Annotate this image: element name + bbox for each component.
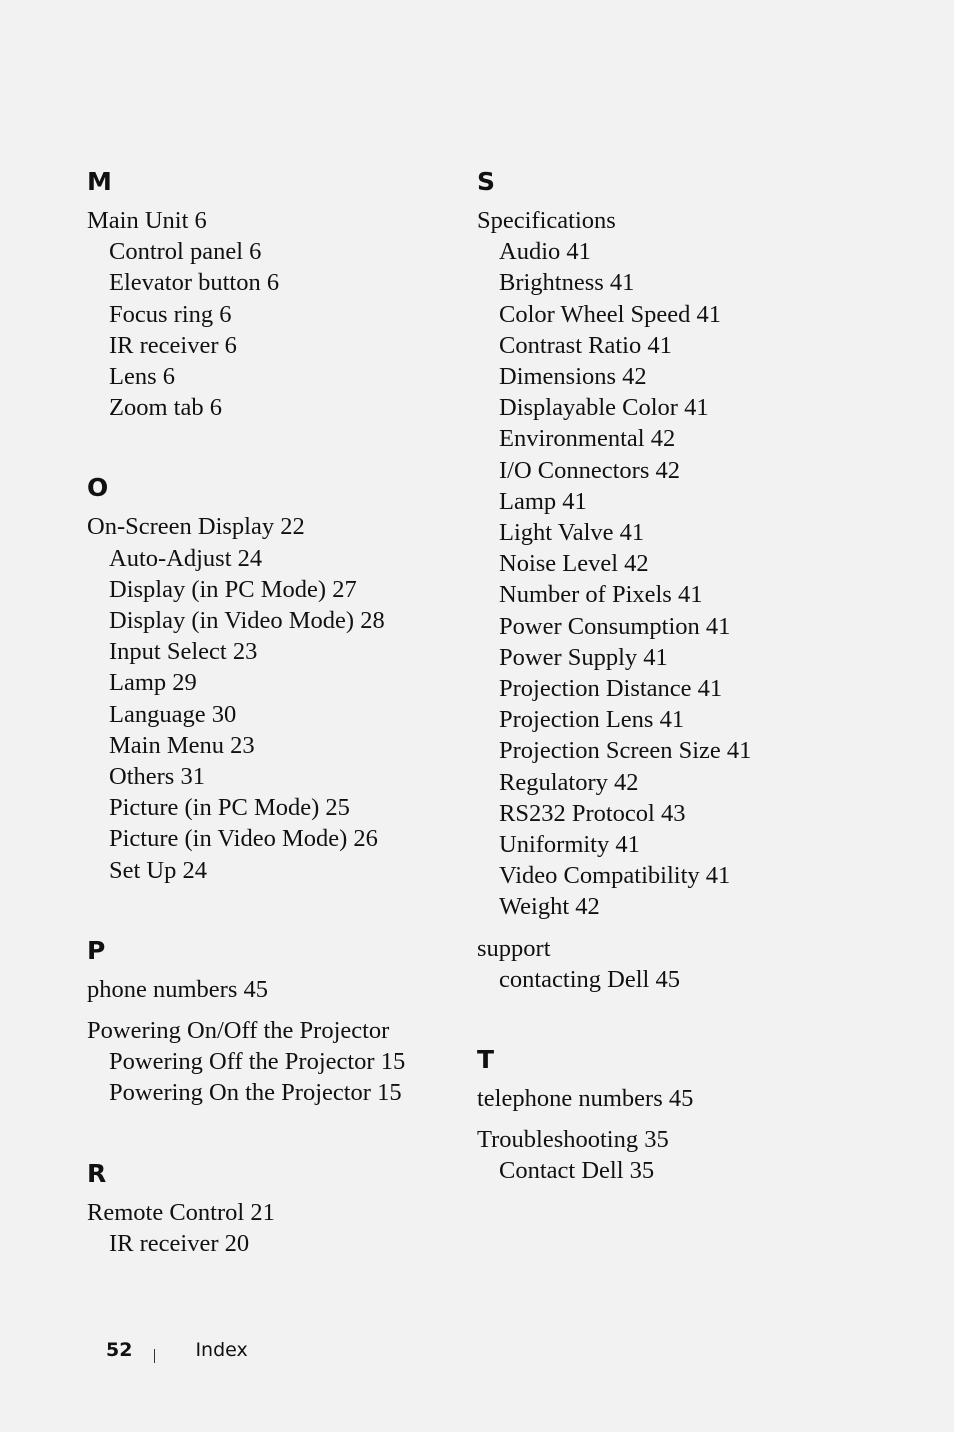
page-number: 52 bbox=[106, 1339, 133, 1361]
index-subentry: Color Wheel Speed 41 bbox=[499, 300, 722, 328]
index-entry: Powering On/Off the Projector bbox=[87, 1017, 390, 1045]
index-column-left bbox=[87, 163, 447, 1259]
index-entry: phone numbers 45 bbox=[87, 975, 268, 1003]
index-subentry: Lamp 29 bbox=[109, 669, 197, 697]
index-subentry: Picture (in PC Mode) 25 bbox=[109, 794, 350, 822]
index-entry: Troubleshooting 35 bbox=[477, 1126, 669, 1154]
index-subentry: Main Menu 23 bbox=[109, 731, 255, 759]
section-letter: S bbox=[477, 167, 496, 196]
index-entry: support bbox=[477, 934, 551, 962]
index-subentry: IR receiver 6 bbox=[109, 331, 237, 359]
index-subentry: Display (in PC Mode) 27 bbox=[109, 575, 357, 603]
index-subentry: Set Up 24 bbox=[109, 856, 207, 884]
index-entry: Main Unit 6 bbox=[87, 207, 207, 234]
index-subentry: Others 31 bbox=[109, 763, 205, 791]
index-subentry: Zoom tab 6 bbox=[109, 394, 222, 422]
index-subentry: Powering Off the Projector 15 bbox=[109, 1048, 406, 1076]
index-subentry: contacting Dell 45 bbox=[499, 965, 680, 993]
footer-section-title: Index bbox=[195, 1339, 248, 1361]
index-subentry: Projection Distance 41 bbox=[499, 675, 723, 703]
index-subentry: Regulatory 42 bbox=[499, 768, 639, 796]
index-subentry: Projection Screen Size 41 bbox=[499, 737, 752, 765]
index-subentry: Focus ring 6 bbox=[109, 300, 232, 328]
index-subentry: Powering On the Projector 15 bbox=[109, 1079, 402, 1107]
index-subentry: Number of Pixels 41 bbox=[499, 581, 703, 609]
index-subentry: Power Supply 41 bbox=[499, 643, 668, 671]
index-subentry: IR receiver 20 bbox=[109, 1229, 250, 1257]
index-subentry: Uniformity 41 bbox=[499, 831, 640, 859]
index-subentry: Auto-Adjust 24 bbox=[109, 544, 263, 572]
index-subentry: Audio 41 bbox=[499, 238, 591, 266]
index-entry: Specifications bbox=[477, 207, 616, 234]
index-entry: telephone numbers 45 bbox=[477, 1085, 694, 1113]
index-subentry: Weight 42 bbox=[499, 893, 600, 921]
index-subentry: Power Consumption 41 bbox=[499, 612, 731, 640]
index-subentry: Projection Lens 41 bbox=[499, 706, 685, 734]
index-subentry: I/O Connectors 42 bbox=[499, 456, 680, 484]
index-subentry: Display (in Video Mode) 28 bbox=[109, 607, 385, 635]
index-subentry: Video Compatibility 41 bbox=[499, 862, 731, 890]
index-subentry: Noise Level 42 bbox=[499, 550, 649, 578]
section-letter: O bbox=[87, 473, 109, 503]
section-letter: R bbox=[87, 1158, 107, 1188]
index-entry: On-Screen Display 22 bbox=[87, 513, 305, 541]
index-subentry: Lamp 41 bbox=[499, 487, 587, 515]
index-subentry: Control panel 6 bbox=[109, 238, 262, 266]
section-letter: T bbox=[477, 1045, 495, 1075]
section-letter: M bbox=[87, 167, 112, 196]
footer-divider bbox=[154, 1349, 155, 1363]
index-subentry: Language 30 bbox=[109, 700, 237, 728]
index-subentry: Input Select 23 bbox=[109, 638, 258, 666]
index-column-right bbox=[477, 163, 877, 1187]
index-subentry: Lens 6 bbox=[109, 363, 175, 391]
page-footer bbox=[106, 1337, 248, 1363]
section-letter: P bbox=[87, 935, 106, 965]
index-subentry: Dimensions 42 bbox=[499, 363, 647, 391]
index-subentry: Brightness 41 bbox=[499, 269, 635, 297]
index-subentry: Displayable Color 41 bbox=[499, 394, 709, 422]
index-entry: Remote Control 21 bbox=[87, 1198, 275, 1226]
index-subentry: Light Valve 41 bbox=[499, 519, 645, 547]
index-subentry: Contact Dell 35 bbox=[499, 1157, 655, 1185]
index-subentry: Environmental 42 bbox=[499, 425, 676, 453]
index-subentry: RS232 Protocol 43 bbox=[499, 799, 686, 827]
index-subentry: Elevator button 6 bbox=[109, 269, 280, 297]
index-subentry: Picture (in Video Mode) 26 bbox=[109, 825, 378, 853]
index-subentry: Contrast Ratio 41 bbox=[499, 331, 672, 359]
